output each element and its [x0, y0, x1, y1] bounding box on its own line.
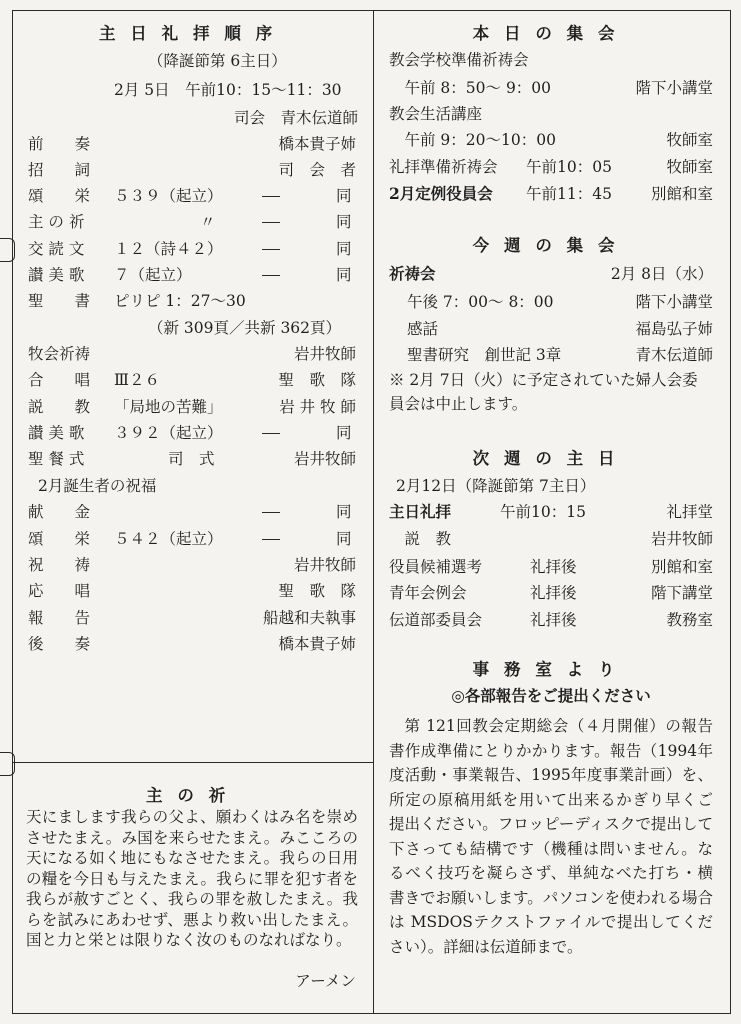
week-prayer-time: 午後 7：00〜 8：00: [407, 293, 554, 311]
order-item-person: 同: [336, 424, 352, 442]
order-item-detail: ３９２（起立）: [114, 424, 223, 442]
office-body-text: 第 121回教会定期総会（４月開催）の報告書作成準備にとりかかります。報告（1994年度活動・事業報告、1995年度事業計画）を、所定の原稿用紙を用いて出来るかぎり早くご提出ください。フロッピーディスクで提出して下さっても結構です（機種は問いません。なるべく技巧を凝らさず、単純なべた打ち・横書きでお願いします。パソコンを使われる場合は MSDOSテクストファイルで提出してください）。詳細は伝道師まで。: [389, 717, 713, 956]
order-item-person: 岩 井 牧 師: [279, 398, 356, 416]
next-event-time: 礼拝後: [530, 584, 577, 602]
week-bible-study: 聖書研究 創世記 3章: [407, 346, 562, 364]
order-item-detail: （新 309頁／共新 362頁）: [148, 319, 342, 337]
office-title: 事務室より: [472, 660, 630, 679]
lords-prayer-title: 主の祈: [145, 786, 241, 805]
order-item-person: 岩井牧師: [293, 345, 356, 363]
today-meeting-name: 午前 9：20〜10：00: [389, 131, 556, 149]
order-item-label: 2月誕生者の祝福: [38, 477, 157, 495]
order-item-person: 司 会 者: [278, 161, 356, 179]
next-event-time: 礼拝後: [530, 611, 577, 629]
order-item-person: 同: [336, 240, 352, 258]
order-item-person: 岩井牧師: [293, 450, 356, 468]
today-meeting-place: 牧師室: [666, 158, 713, 176]
order-item-person: 岩井牧師: [293, 556, 356, 574]
same-as-above-dash: [262, 222, 280, 223]
next-event-time: 午前10：15: [500, 503, 586, 521]
order-subtitle: （降誕節第 6主日）: [148, 52, 287, 70]
order-item-person: 同: [336, 213, 352, 231]
order-item-label: 讃 美 歌: [28, 424, 85, 442]
today-meeting-name: 礼拝準備祈祷会: [389, 158, 498, 176]
next-event-place: 礼拝堂: [666, 503, 713, 521]
order-item-detail: ピリピ 1：27〜30: [114, 292, 246, 310]
week-bible-person: 青木伝道師: [635, 346, 713, 364]
order-item-detail: 「局地の苦難」: [114, 398, 223, 416]
same-as-above-dash: [262, 433, 280, 434]
order-item-detail: ５３９（起立）: [114, 187, 223, 205]
order-item-person: 同: [336, 530, 352, 548]
order-item-person: 橋本貴子姉: [278, 135, 356, 153]
order-item-label: 後 奏: [28, 635, 91, 653]
order-item-label: 聖 餐 式: [28, 450, 85, 468]
today-meeting-name: 2月定例役員会: [389, 184, 493, 203]
order-item-person: 同: [336, 503, 352, 521]
week-testimony-person: 福島弘子姉: [635, 320, 713, 338]
order-item-label: 主 の 祈: [28, 213, 85, 231]
next-event-place: 教務室: [666, 611, 713, 629]
order-item-detail: 〃: [200, 213, 216, 231]
next-event-place: 岩井牧師: [650, 530, 713, 548]
order-item-person: 橋本貴子姉: [278, 635, 356, 653]
order-date-time: 2月 5日 午前10：15〜11：30: [114, 81, 342, 99]
same-as-above-dash: [262, 539, 280, 540]
next-event-name: 説 教: [389, 530, 452, 548]
order-item-label: 頌 栄: [28, 530, 91, 548]
next-event-name: 青年会例会: [389, 584, 467, 602]
order-item-person: 聖 歌 隊: [278, 371, 356, 389]
next-event-place: 別館和室: [650, 558, 713, 576]
order-item-label: 頌 栄: [28, 187, 91, 205]
order-item-person: 同: [336, 187, 352, 205]
next-title: 次週の主日: [472, 449, 630, 468]
order-item-label: 交 読 文: [28, 240, 85, 258]
today-meeting-name: 教会学校準備祈祷会: [389, 51, 529, 69]
order-item-detail: ５４２（起立）: [114, 530, 223, 548]
order-item-person: 船越和夫執事: [262, 609, 356, 627]
order-item-label: 祝 祷: [28, 556, 91, 574]
order-item-detail: Ⅲ２６: [114, 371, 160, 389]
today-meeting-time: 午前10：05: [526, 158, 612, 176]
same-as-above-dash: [262, 249, 280, 250]
today-meeting-name: 教会生活講座: [389, 105, 483, 123]
today-meeting-place: 別館和室: [650, 185, 713, 203]
week-testimony: 感話: [407, 320, 439, 338]
next-event-name: 役員候補選考: [389, 558, 483, 576]
order-item-detail: １２（詩４２）: [114, 240, 223, 258]
next-event-name: 主日礼拝: [389, 502, 452, 521]
lords-prayer-amen: アーメン: [295, 972, 356, 990]
today-meeting-time: 午前11：45: [526, 185, 612, 203]
next-subtitle: 2月12日（降誕節第 7主日）: [396, 477, 596, 495]
order-presider: 司会 青木伝道師: [233, 109, 358, 127]
binding-tab-top: [0, 238, 15, 262]
order-title: 主日礼拝順序: [98, 24, 288, 43]
order-item-label: 説 教: [28, 398, 91, 416]
today-meeting-name: 午前 8：50〜 9：00: [389, 79, 552, 97]
today-meeting-place: 牧師室: [666, 131, 713, 149]
week-prayer-date: 2月 8日（水）: [610, 265, 713, 283]
today-title: 本日の集会: [472, 24, 630, 43]
order-item-label: 合 唱: [28, 371, 91, 389]
order-item-detail: ７（起立）: [114, 266, 192, 284]
order-item-label: 讃 美 歌: [28, 266, 85, 284]
week-prayer-place: 階下小講堂: [635, 293, 713, 311]
office-subtitle: ◎各部報告をご提出ください: [451, 686, 651, 705]
same-as-above-dash: [262, 275, 280, 276]
same-as-above-dash: [262, 196, 280, 197]
order-item-label: 前 奏: [28, 135, 91, 153]
order-item-label: 招 詞: [28, 161, 91, 179]
next-event-place: 階下講堂: [650, 584, 713, 602]
order-item-label: 応 唱: [28, 582, 91, 600]
order-item-person: 聖 歌 隊: [278, 582, 356, 600]
next-event-time: 礼拝後: [530, 558, 577, 576]
week-cancellation-note: ※ 2月 7日（火）に予定されていた婦人会委員会は中止します。: [389, 371, 698, 413]
order-item-label: 献 金: [28, 503, 91, 521]
order-item-detail: 司 式: [168, 450, 215, 468]
next-event-name: 伝道部委員会: [389, 611, 483, 629]
lords-prayer-divider: [12, 762, 374, 763]
lords-prayer-text: 天にまします我らの父よ、願わくはみ名を崇めさせたまえ。み国を来らせたまえ。みこころの天になる如く地にもなさせたまえ。我らの日用の糧を今日も与えたまえ。我らに罪を犯す者を我らが赦すごとく、我らの罪を赦したまえ。我らを試みにあわせず、悪より救い出したまえ。国と力と栄とは限りなく汝のものなればなり。: [26, 808, 358, 949]
order-item-label: 聖 書: [28, 292, 91, 310]
order-item-label: 牧会祈祷: [28, 345, 91, 363]
week-title: 今週の集会: [472, 236, 630, 255]
binding-tab-bottom: [0, 752, 15, 776]
order-item-person: 同: [336, 266, 352, 284]
today-meeting-place: 階下小講堂: [635, 79, 713, 97]
order-item-label: 報 告: [28, 609, 91, 627]
same-as-above-dash: [262, 512, 280, 513]
week-prayer-meeting: 祈祷会: [389, 264, 436, 283]
